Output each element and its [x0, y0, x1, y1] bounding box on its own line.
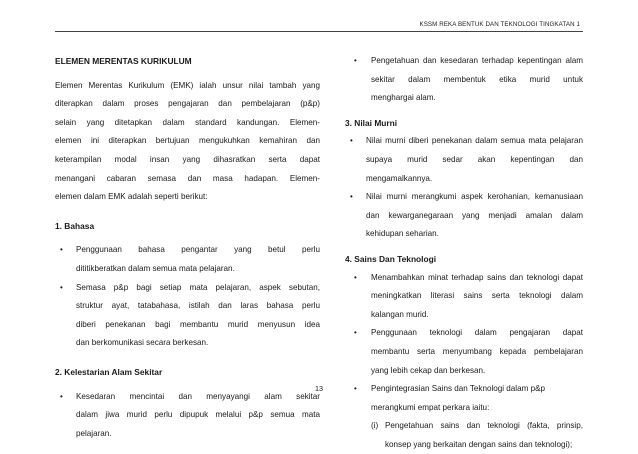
text-line: pelajaran. [76, 428, 112, 438]
text-line: dalam jiwa murid perlu dipupuk melalui p&p semua mata [76, 410, 320, 420]
text-line: dan berkomunikasi secara berkesan. [76, 338, 209, 348]
page-number: 13 [315, 384, 323, 393]
text-line: sekitar dalam membentuk etika murid untuk [371, 74, 583, 84]
bullet-icon: • [60, 282, 63, 292]
text-line: elemen dalam EMK adalah seperti berikut: [55, 192, 208, 202]
bullet-icon: • [354, 328, 357, 338]
bullet-icon: • [60, 245, 63, 255]
text-line: Nilai murni diberi penekanan dalam semua mata pelajaran [366, 136, 583, 146]
text-line: selain yang ditetapkan dalam standard kandungan. Elemen- [55, 117, 320, 127]
list-item [345, 324, 583, 380]
section-title-sains-teknologi: 4. Sains Dan Teknologi [345, 253, 437, 264]
text-line: kehidupan seharian. [366, 229, 439, 239]
text-line: diterapkan dalam proses pengajaran dan pembelajaran (p&p) [55, 99, 320, 109]
section-title-nilai-murni: 3. Nilai Murni [345, 117, 398, 128]
text-line: mengamalkannya. [366, 173, 433, 183]
bullet-icon: • [60, 391, 63, 401]
text-line: dititikberatkan dalam semua mata pelajaran. [76, 263, 235, 273]
list-item [55, 279, 320, 353]
bullet-icon: • [354, 56, 357, 65]
text-line: Semasa p&p bagi setiap mata pelajaran, aspek sebutan, [76, 282, 320, 292]
text-line: Pengetahuan sains dan teknologi (fakta, prinsip, [385, 421, 583, 431]
text-line: yang lebih cekap dan berkesan. [371, 365, 486, 375]
bullet-icon: • [354, 272, 357, 282]
text-line: Penggunaan teknologi dalam pengajaran dapat [371, 328, 583, 338]
list-item [345, 132, 583, 188]
text-line: elemen ini diterapkan bertujuan mengukuhkan kemahiran dan [55, 136, 320, 146]
text-line: diberi penekanan bagi membantu murid menyusun idea [76, 319, 320, 329]
text-line: Pengetahuan dan kesedaran terhadap kepentingan alam [371, 56, 583, 65]
bullet-icon: • [350, 136, 353, 146]
text-line: konsep yang berkaitan dengan sains dan teknologi); [385, 439, 573, 449]
text-line: meningkatkan literasi sains serta teknologi dalam [371, 291, 583, 301]
text-line: merangkumi empat perkara iaitu: [371, 402, 490, 412]
intro-paragraph [55, 77, 320, 207]
text-line: dan kewarganegaraan yang menjadi amalan dalam [366, 210, 583, 220]
text-line: membantu serta menyumbang kepada pembelajaran [371, 346, 583, 356]
list-item [55, 388, 320, 444]
text-line: supaya murid sedar akan kepentingan dan [366, 154, 583, 164]
text-line: Penggunaan bahasa pengantar yang betul perlu [76, 245, 320, 255]
bullet-icon: • [354, 384, 357, 394]
text-line: menangani cabaran semasa dan masa hadapan. Elemen- [55, 173, 320, 183]
sub-list-item [371, 417, 583, 454]
bullet-icon: • [350, 192, 353, 202]
list-item [55, 241, 320, 278]
list-item [345, 52, 583, 108]
text-line: menghargai alam. [371, 93, 436, 103]
list-item [345, 269, 583, 325]
text-line: kalangan murid. [371, 309, 429, 319]
text-line: keterampilan modal insan yang dihasratkan serta dapat [55, 154, 320, 164]
header-rule [55, 31, 583, 32]
text-line: Pengintegrasian Sains dan Teknologi dalam p&p [371, 384, 545, 394]
text-line: struktur ayat, tatabahasa, istilah dan laras bahasa perlu [76, 301, 320, 311]
sub-item-number: (i) [371, 421, 379, 431]
list-item [345, 188, 583, 244]
right-column [345, 52, 583, 454]
page-header: KSSM REKA BENTUK DAN TEKNOLOGI TINGKATAN 1 [419, 21, 580, 28]
section-title-kelestarian: 2. Kelestarian Alam Sekitar [55, 366, 163, 377]
text-line: Kesedaran mencintai dan menyayangi alam sekitar [76, 391, 320, 401]
text-line: Menambahkan minat terhadap sains dan teknologi dapat [371, 272, 583, 282]
text-line: Elemen Merentas Kurikulum (EMK) ialah unsur nilai tambah yang [55, 80, 320, 90]
section-title: ELEMEN MERENTAS KURIKULUM [55, 56, 192, 66]
section-title-bahasa: 1. Bahasa [55, 220, 95, 231]
text-line: Nilai murni merangkumi aspek kerohanian, kemanusiaan [366, 192, 583, 202]
